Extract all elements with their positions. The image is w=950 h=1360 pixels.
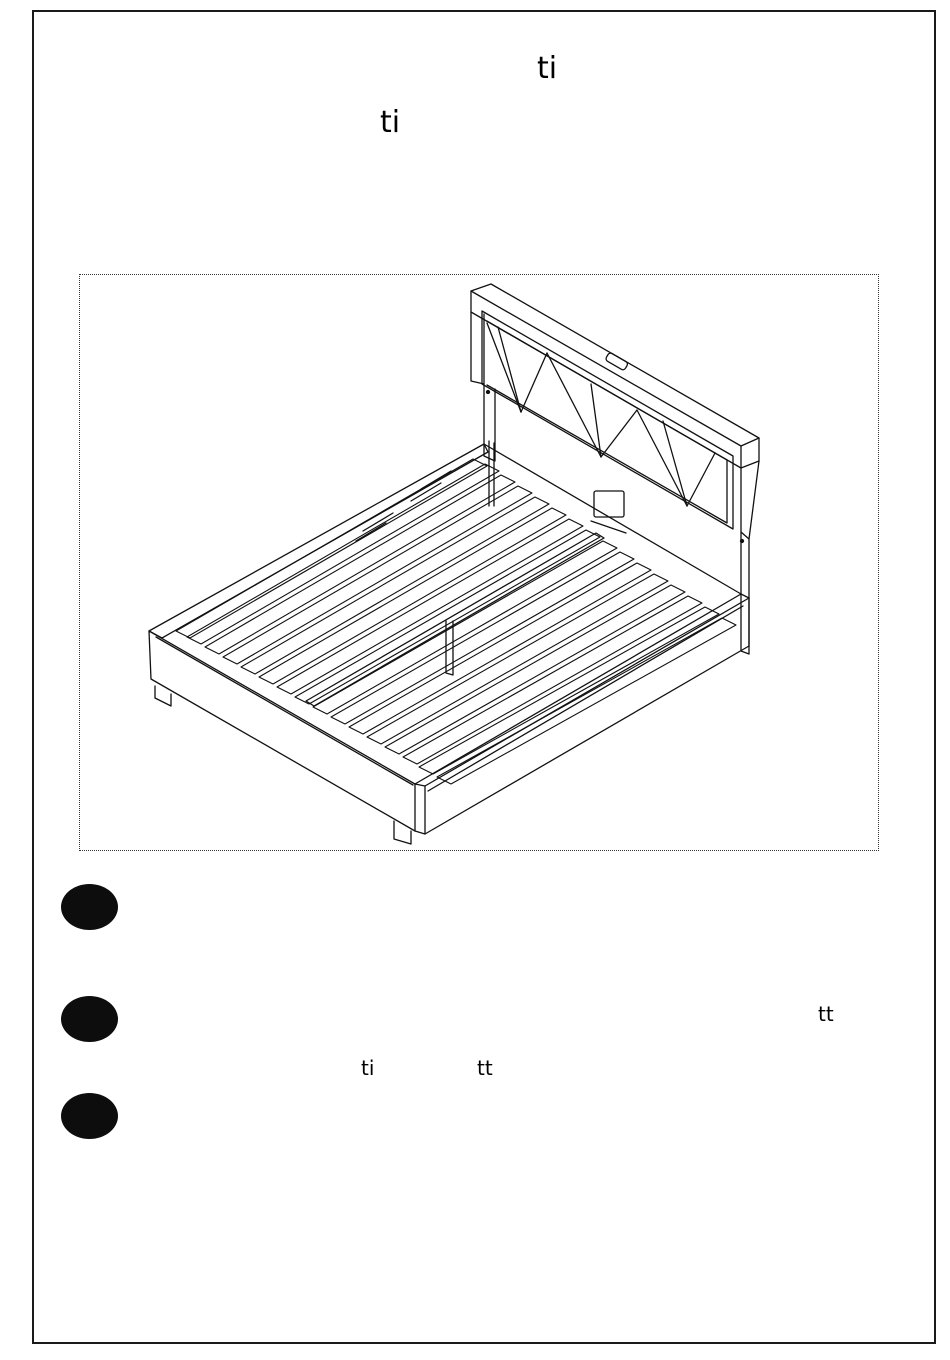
step-2-bullet <box>61 996 118 1042</box>
step-2-fragment-1: tt <box>818 1002 834 1026</box>
bed-frame-illustration <box>80 275 880 852</box>
bed-base <box>149 594 749 844</box>
bed-illustration-frame <box>79 274 879 851</box>
step-2-fragment-3: tt <box>477 1056 493 1080</box>
far-side-rail <box>149 444 741 638</box>
heading-line-1-fragment: ti <box>537 51 558 86</box>
step-2-fragment-2: ti <box>361 1056 375 1080</box>
step-1-bullet <box>61 884 118 930</box>
headboard <box>471 284 759 654</box>
heading-line-2-fragment: ti <box>380 105 401 140</box>
step-3-bullet <box>61 1093 118 1139</box>
